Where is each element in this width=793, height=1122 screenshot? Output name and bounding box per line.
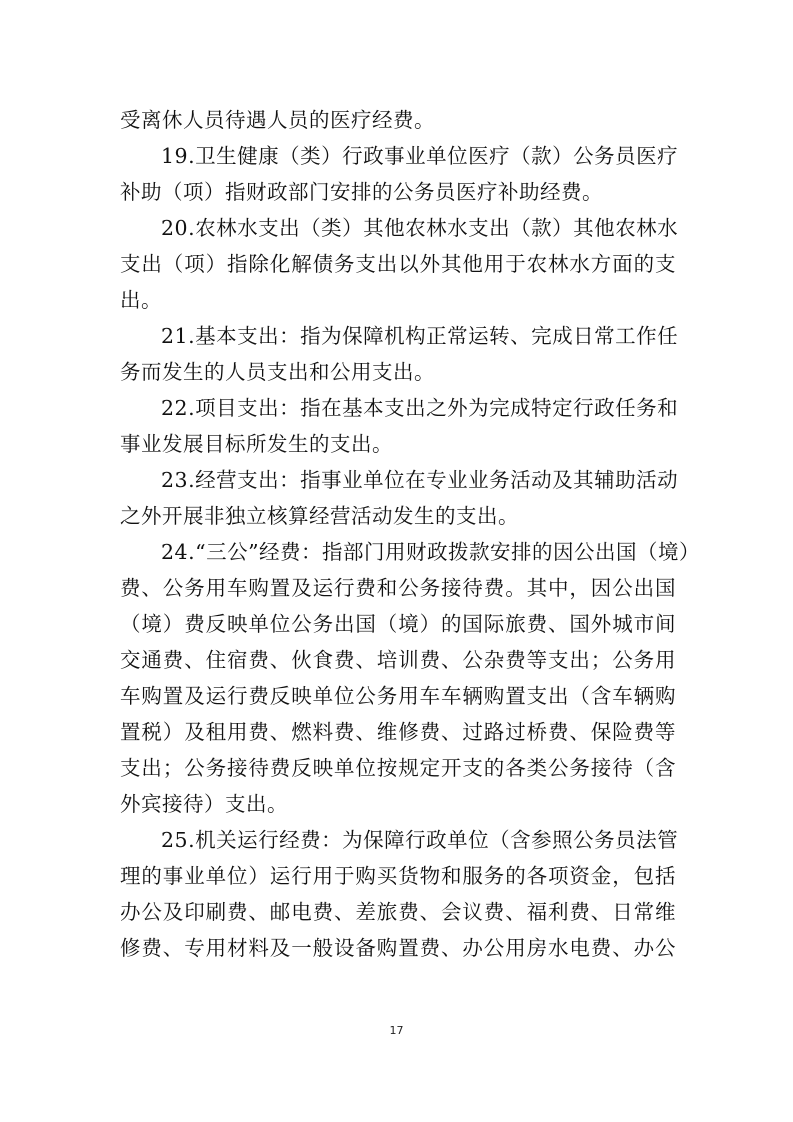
text-line: 21.基本支出：指为保障机构正常运转、完成日常工作任 — [161, 324, 679, 348]
text-line: 补助（项）指财政部门安排的公务员医疗补助经费。 — [120, 180, 603, 204]
text-line: 交通费、住宿费、伙食费、培训费、公杂费等支出；公务用 — [120, 648, 676, 672]
text-line: 出。 — [120, 288, 162, 312]
text-line: 支出；公务接待费反映单位按规定开支的各类公务接待（含 — [120, 756, 676, 780]
text-line: 理的事业单位）运行用于购买货物和服务的各项资金，包括 — [120, 864, 676, 888]
text-line: 事业发展目标所发生的支出。 — [120, 432, 393, 456]
text-line: 20.农林水支出（类）其他农林水支出（款）其他农林水 — [161, 216, 679, 240]
text-line: 办公及印刷费、邮电费、差旅费、会议费、福利费、日常维 — [120, 900, 676, 924]
text-line: 务而发生的人员支出和公用支出。 — [120, 360, 435, 384]
document-body — [120, 102, 701, 966]
text-line: 25.机关运行经费：为保障行政单位（含参照公务员法管 — [161, 828, 679, 852]
text-line: 23.经营支出：指事业单位在专业业务活动及其辅助活动 — [161, 468, 679, 492]
text-line: 修费、专用材料及一般设备购置费、办公用房水电费、办公 — [120, 936, 676, 960]
text-line: 置税）及租用费、燃料费、维修费、过路过桥费、保险费等 — [120, 720, 676, 744]
text-line: 之外开展非独立核算经营活动发生的支出。 — [120, 504, 519, 528]
text-line: 支出（项）指除化解债务支出以外其他用于农林水方面的支 — [120, 252, 676, 276]
text-line: 19.卫生健康（类）行政事业单位医疗（款）公务员医疗 — [161, 144, 679, 168]
text-line: 24.“三公”经费：指部门用财政拨款安排的因公出国（境） — [161, 540, 701, 564]
text-line: 车购置及运行费反映单位公务用车车辆购置支出（含车辆购 — [120, 684, 676, 708]
text-line: 22.项目支出：指在基本支出之外为完成特定行政任务和 — [161, 396, 679, 420]
text-line: （境）费反映单位公务出国（境）的国际旅费、国外城市间 — [120, 612, 676, 636]
page-number: 17 — [389, 1024, 404, 1037]
text-line: 费、公务用车购置及运行费和公务接待费。其中，因公出国 — [120, 576, 676, 600]
text-line: 外宾接待）支出。 — [120, 792, 288, 816]
text-line: 受离休人员待遇人员的医疗经费。 — [120, 108, 435, 132]
